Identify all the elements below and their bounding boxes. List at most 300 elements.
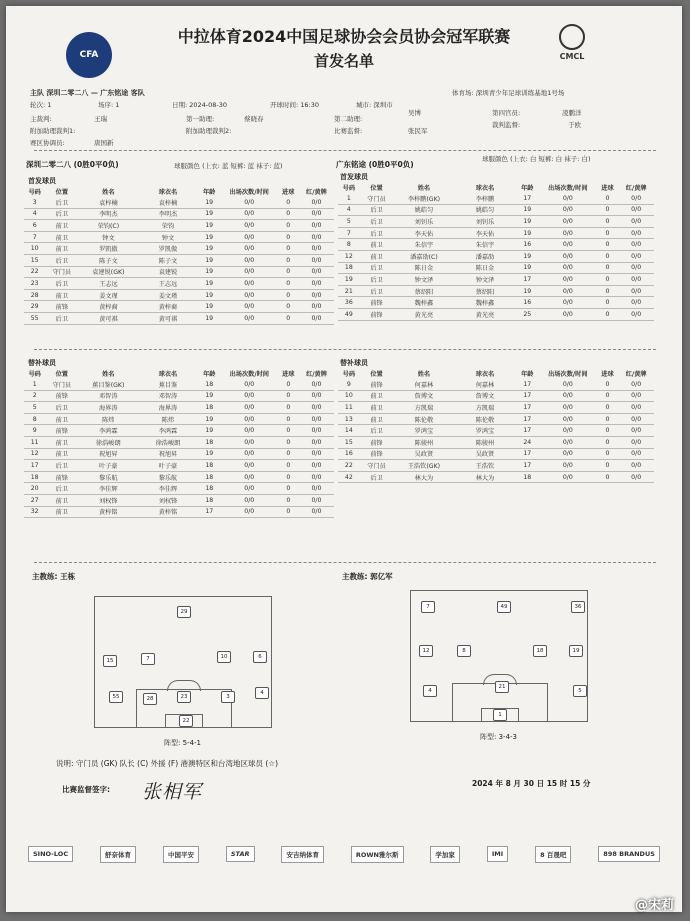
table-cell: 王浩钦: [455, 460, 516, 472]
table-cell: 0: [597, 413, 619, 425]
table-cell: 17: [515, 402, 539, 414]
table-cell: 0/0: [299, 390, 334, 402]
table-cell: 0: [278, 413, 299, 425]
page-subtitle: 首发名单: [313, 52, 374, 70]
table-cell: 0/0: [221, 231, 278, 243]
table-cell: 1: [338, 193, 360, 204]
venue: 体育场: 深圳青少年足球训练基地1号场: [452, 89, 565, 97]
table-row: [338, 216, 654, 228]
table-row: [24, 312, 334, 324]
page-title: 中拉体育2024中国足球协会会员协会冠军联赛: [177, 27, 511, 46]
table-cell: 陈日金: [455, 262, 516, 274]
shirt-icon: 18: [533, 645, 547, 657]
column-header: 号码: [342, 371, 356, 378]
table-cell: 0: [597, 297, 619, 309]
ar1-value: 蔡晓春: [244, 115, 264, 123]
sponsor-logo: 安吉纳体育: [281, 846, 324, 863]
table-row: [338, 308, 654, 320]
table-cell: 0/0: [539, 285, 597, 297]
table-row: [24, 208, 334, 220]
table-cell: 17: [515, 460, 539, 472]
home-formation-pitch: [94, 596, 272, 728]
table-cell: 后卫: [45, 402, 78, 414]
table-cell: 0/0: [539, 239, 597, 251]
table-cell: 0/0: [299, 208, 334, 220]
table-cell: 16: [338, 448, 360, 460]
table-cell: 19: [198, 413, 221, 425]
table-cell: 0/0: [299, 254, 334, 266]
table-cell: 0/0: [299, 494, 334, 506]
table-row: [24, 254, 334, 266]
table-cell: 0/0: [539, 425, 597, 437]
table-cell: 后卫: [45, 208, 78, 220]
divider: [34, 562, 656, 563]
table-cell: 0/0: [539, 262, 597, 274]
table-cell: 0: [278, 243, 299, 255]
table-cell: 陈子文: [138, 254, 197, 266]
table-cell: 17: [515, 379, 539, 390]
table-cell: 0: [278, 471, 299, 483]
referee-label: 主裁判:: [30, 115, 52, 123]
table-cell: 袁建锐: [138, 266, 197, 278]
table-cell: 前卫: [45, 243, 78, 255]
table-cell: 0/0: [299, 197, 334, 208]
table-cell: 11: [24, 436, 45, 448]
table-cell: 蔡绍阳: [455, 285, 516, 297]
home-subs-table: [24, 368, 334, 518]
table-cell: 19: [198, 390, 221, 402]
table-cell: 0/0: [299, 289, 334, 301]
table-row: [24, 220, 334, 232]
table-cell: 0/0: [221, 390, 278, 402]
table-cell: 22: [338, 460, 360, 472]
table-cell: 后卫: [360, 425, 394, 437]
table-cell: 姜文瑾: [138, 289, 197, 301]
table-header-row: [338, 368, 654, 379]
column-header: 年龄: [202, 189, 216, 196]
table-cell: 前锋: [45, 425, 78, 437]
table-cell: 17: [515, 413, 539, 425]
table-cell: 陈炜: [138, 413, 197, 425]
table-cell: 后卫: [45, 460, 78, 472]
table-cell: 19: [515, 250, 539, 262]
table-row: [338, 460, 654, 472]
table-cell: 前卫: [360, 413, 394, 425]
table-cell: 前卫: [360, 239, 394, 251]
sponsor-logo: IMI: [487, 846, 508, 862]
table-cell: 32: [24, 506, 45, 518]
table-cell: 钟文: [138, 231, 197, 243]
table-cell: 8: [24, 413, 45, 425]
home-coach: 主教练: 王栋: [32, 572, 76, 581]
table-cell: 何嘉林: [393, 379, 454, 390]
table-cell: 0/0: [618, 460, 654, 472]
table-cell: 徐浩峻朗: [138, 436, 197, 448]
table-cell: 29: [24, 301, 45, 313]
column-header: 姓名: [102, 371, 115, 378]
table-cell: 5: [338, 216, 360, 228]
shirt-icon: 7: [421, 601, 435, 613]
table-cell: 黄可祺: [78, 312, 138, 324]
table-cell: 12: [338, 250, 360, 262]
column-header: 位置: [55, 371, 68, 378]
shirt-icon: 12: [419, 645, 433, 657]
table-cell: 13: [338, 413, 360, 425]
table-row: [338, 239, 654, 251]
table-cell: 李鸿霖: [78, 425, 138, 437]
column-header: 年龄: [521, 371, 534, 378]
table-cell: 0: [278, 483, 299, 495]
table-cell: 3: [24, 197, 45, 208]
table-cell: 20: [24, 483, 45, 495]
table-row: [24, 379, 334, 390]
table-cell: 0/0: [539, 390, 597, 402]
extra-ar2-label: 附加助理裁判2:: [186, 127, 232, 135]
assessor-label: 裁判监督:: [492, 121, 521, 129]
table-cell: 0/0: [299, 506, 334, 518]
table-cell: 10: [338, 390, 360, 402]
table-row: [338, 262, 654, 274]
table-cell: 0/0: [618, 216, 654, 228]
table-cell: 12: [24, 448, 45, 460]
table-cell: 前锋: [45, 301, 78, 313]
table-cell: 0/0: [539, 460, 597, 472]
table-cell: 姜文瑾: [78, 289, 138, 301]
table-header-row: [24, 368, 334, 379]
table-cell: 0/0: [221, 289, 278, 301]
table-cell: 0/0: [221, 301, 278, 313]
table-row: [338, 390, 654, 402]
shirt-icon: 6: [253, 651, 267, 663]
table-cell: 0/0: [299, 471, 334, 483]
table-cell: 17: [515, 448, 539, 460]
table-cell: 0/0: [539, 274, 597, 286]
column-header: 球衣名: [158, 371, 178, 378]
table-cell: 0/0: [299, 301, 334, 313]
home-formation: 阵型: 5-4-1: [164, 739, 201, 747]
table-cell: 陈伦敬: [393, 413, 454, 425]
table-cell: 0: [278, 231, 299, 243]
table-cell: 李明杰: [78, 208, 138, 220]
table-cell: 黄梓裔: [78, 301, 138, 313]
table-cell: 0/0: [539, 250, 597, 262]
table-row: [24, 301, 334, 313]
sponsor-logo: 舒奈体育: [100, 846, 136, 863]
table-cell: 蕉目鉴(GK): [78, 379, 138, 390]
column-header: 位置: [370, 371, 383, 378]
shirt-icon: 5: [573, 685, 587, 697]
table-cell: 前锋: [360, 379, 394, 390]
table-cell: 16: [515, 239, 539, 251]
table-row: [338, 413, 654, 425]
table-cell: 魏梓鑫: [455, 297, 516, 309]
table-cell: 0/0: [539, 227, 597, 239]
table-cell: 0: [278, 197, 299, 208]
column-header: 球衣名: [475, 371, 495, 378]
shirt-icon: 29: [177, 606, 191, 618]
shirt-icon: 4: [255, 687, 269, 699]
table-cell: 守门员: [360, 193, 394, 204]
away-formation-pitch: [410, 590, 588, 722]
table-cell: 18: [198, 379, 221, 390]
table-cell: 潘嘉劭: [455, 250, 516, 262]
table-cell: 0/0: [618, 239, 654, 251]
table-cell: 0/0: [618, 193, 654, 204]
table-cell: 0: [278, 208, 299, 220]
column-header: 姓名: [417, 371, 431, 378]
table-cell: 0/0: [618, 413, 654, 425]
table-cell: 0/0: [299, 436, 334, 448]
table-row: [24, 413, 334, 425]
table-cell: 荣钧(C): [78, 220, 138, 232]
away-team-name: 广东铭途 (0胜0平0负): [336, 160, 414, 169]
sponsor-logo: 中国平安: [163, 846, 199, 863]
ar2-value: 吴博: [408, 109, 421, 117]
table-cell: 19: [198, 243, 221, 255]
table-cell: 25: [515, 308, 539, 320]
table-cell: 7: [24, 231, 45, 243]
cmcl-logo-text: CMCL: [559, 52, 585, 61]
table-cell: 19: [198, 448, 221, 460]
table-cell: 14: [338, 425, 360, 437]
table-cell: 17: [515, 193, 539, 204]
table-cell: 后卫: [45, 278, 78, 290]
table-row: [24, 460, 334, 472]
table-cell: 0: [278, 402, 299, 414]
column-header: 红/黄牌: [306, 371, 327, 378]
table-cell: 0/0: [221, 494, 278, 506]
table-row: [24, 494, 334, 506]
table-cell: 0: [278, 390, 299, 402]
table-cell: 0: [278, 254, 299, 266]
table-cell: 0/0: [618, 308, 654, 320]
table-cell: 叶子豪: [138, 460, 197, 472]
table-cell: 0/0: [221, 448, 278, 460]
table-cell: 陈日金: [393, 262, 454, 274]
table-cell: 罗凯傲: [78, 243, 138, 255]
table-cell: 王浩钦(GK): [393, 460, 454, 472]
table-cell: 吴政贤: [393, 448, 454, 460]
sponsor-logo: 学加家: [430, 846, 460, 863]
penalty-arc: [167, 680, 201, 691]
table-cell: 49: [338, 308, 360, 320]
table-cell: 林大为: [455, 471, 516, 483]
table-cell: 18: [198, 471, 221, 483]
table-cell: 0/0: [221, 208, 278, 220]
table-cell: 陈骏州: [393, 436, 454, 448]
table-cell: 19: [515, 285, 539, 297]
table-cell: 0/0: [618, 262, 654, 274]
table-cell: 0/0: [539, 204, 597, 216]
commissioner-signature: 张相军: [142, 781, 203, 803]
table-cell: 55: [24, 312, 45, 324]
table-cell: 刘权锋: [138, 494, 197, 506]
table-cell: 27: [24, 494, 45, 506]
table-cell: 1: [24, 379, 45, 390]
table-cell: 0/0: [618, 250, 654, 262]
table-cell: 詹博文: [393, 390, 454, 402]
shirt-icon: 19: [569, 645, 583, 657]
table-row: [338, 379, 654, 390]
table-cell: 前卫: [360, 390, 394, 402]
shirt-icon: 55: [109, 691, 123, 703]
table-cell: 荣钧: [138, 220, 197, 232]
table-cell: 李佳辉: [78, 483, 138, 495]
table-cell: 28: [24, 289, 45, 301]
table-cell: 19: [198, 208, 221, 220]
table-cell: 0/0: [221, 483, 278, 495]
weibo-watermark: @宋莉: [634, 898, 674, 913]
table-cell: 0: [597, 274, 619, 286]
table-cell: 后卫: [360, 274, 394, 286]
table-cell: 0: [597, 448, 619, 460]
column-header: 球衣名: [158, 189, 178, 196]
shirt-icon: 1: [493, 709, 507, 721]
table-cell: 17: [24, 460, 45, 472]
table-row: [338, 285, 654, 297]
table-cell: 19: [198, 266, 221, 278]
away-kit: 球服颜色 (上衣: 白 短裤: 白 袜子: 白): [482, 155, 591, 163]
table-cell: 5: [24, 402, 45, 414]
away-subs-table: [338, 368, 654, 483]
table-cell: 19: [515, 262, 539, 274]
table-cell: 0: [597, 379, 619, 390]
table-cell: 守门员: [45, 379, 78, 390]
table-row: [24, 471, 334, 483]
table-cell: 15: [24, 254, 45, 266]
cfa-logo-text: CFA: [79, 50, 99, 60]
table-cell: 15: [338, 436, 360, 448]
table-cell: 19: [515, 227, 539, 239]
table-cell: 18: [24, 471, 45, 483]
table-row: [338, 204, 654, 216]
column-header: 出场次数/时间: [229, 371, 269, 378]
table-cell: 2: [24, 390, 45, 402]
table-cell: 0: [597, 227, 619, 239]
table-cell: 0: [597, 193, 619, 204]
table-cell: 王志远: [138, 278, 197, 290]
table-cell: 前卫: [45, 289, 78, 301]
table-cell: 0/0: [299, 460, 334, 472]
table-cell: 0/0: [221, 379, 278, 390]
table-cell: 祝旭昇: [138, 448, 197, 460]
table-cell: 詹博文: [455, 390, 516, 402]
table-cell: 前卫: [45, 448, 78, 460]
table-cell: 0: [597, 471, 619, 483]
table-cell: 0/0: [618, 448, 654, 460]
away-formation: 阵型: 3-4-3: [480, 733, 517, 741]
table-cell: 0: [597, 402, 619, 414]
match-date: 日期: 2024-08-30: [172, 101, 228, 109]
table-cell: 李佳辉: [138, 483, 197, 495]
table-cell: 后卫: [360, 227, 394, 239]
table-row: [24, 289, 334, 301]
column-header: 出场次数/时间: [548, 185, 588, 192]
table-cell: 0/0: [539, 379, 597, 390]
table-cell: 16: [515, 297, 539, 309]
table-cell: 19: [515, 216, 539, 228]
shirt-icon: 49: [497, 601, 511, 613]
table-cell: 0: [597, 425, 619, 437]
coordinator-value: 唐国新: [94, 139, 114, 147]
sponsor-logo: 8 百晟吧: [535, 846, 571, 863]
table-row: [24, 266, 334, 278]
table-cell: 0: [278, 220, 299, 232]
away-coach: 主教练: 郭亿军: [342, 572, 393, 581]
table-row: [338, 402, 654, 414]
table-cell: 0/0: [299, 243, 334, 255]
table-cell: 0: [278, 436, 299, 448]
shirt-icon: 3: [221, 691, 235, 703]
table-cell: 陈炜: [78, 413, 138, 425]
field-no: 场序: 1: [98, 101, 120, 109]
table-cell: 0/0: [539, 193, 597, 204]
table-cell: 19: [515, 204, 539, 216]
fourth-official-value: 凌鹏洋: [562, 109, 582, 117]
table-cell: 19: [198, 425, 221, 437]
table-cell: 24: [515, 436, 539, 448]
ar2-label: 第二助理:: [334, 115, 363, 123]
table-cell: 袁建锐(GK): [78, 266, 138, 278]
table-row: [24, 231, 334, 243]
table-cell: 潘嘉劭(C): [393, 250, 454, 262]
table-cell: 黄光亮: [455, 308, 516, 320]
table-row: [24, 483, 334, 495]
table-cell: 前锋: [360, 308, 394, 320]
table-cell: 21: [338, 285, 360, 297]
sponsor-logo: STAR: [226, 846, 255, 862]
table-row: [338, 436, 654, 448]
table-cell: 0/0: [299, 266, 334, 278]
table-cell: 0/0: [221, 278, 278, 290]
table-cell: 0: [597, 436, 619, 448]
ar1-label: 第一助理:: [186, 115, 215, 123]
table-cell: 叶子豪: [78, 460, 138, 472]
table-row: [24, 506, 334, 518]
table-cell: 19: [338, 274, 360, 286]
table-cell: 李明杰: [138, 208, 197, 220]
table-cell: 黄梓裔: [138, 301, 197, 313]
table-row: [24, 390, 334, 402]
table-cell: 朱信宇: [455, 239, 516, 251]
table-cell: 后卫: [45, 254, 78, 266]
table-cell: 17: [515, 274, 539, 286]
table-cell: 0: [597, 460, 619, 472]
table-cell: 李梓鹏(GK): [393, 193, 454, 204]
table-cell: 0/0: [299, 379, 334, 390]
table-cell: 17: [515, 425, 539, 437]
table-cell: 黄可祺: [138, 312, 197, 324]
table-cell: 李鸿霖: [138, 425, 197, 437]
table-row: [338, 274, 654, 286]
table-cell: 0/0: [221, 506, 278, 518]
table-cell: 方凯瑞: [393, 402, 454, 414]
extra-ar1-label: 附加助理裁判1:: [30, 127, 76, 135]
column-header: 姓名: [417, 185, 431, 192]
table-cell: 魏梓鑫: [393, 297, 454, 309]
match-teams: 主队 深圳二零二八 — 广东铭途 客队: [30, 89, 145, 97]
table-row: [24, 436, 334, 448]
table-cell: 李天佑: [455, 227, 516, 239]
table-cell: 方凯瑞: [455, 402, 516, 414]
table-cell: 林大为: [393, 471, 454, 483]
column-header: 出场次数/时间: [229, 189, 269, 196]
column-header: 位置: [55, 189, 69, 196]
column-header: 进球: [601, 371, 614, 378]
table-cell: 后卫: [45, 483, 78, 495]
column-header: 红/黄牌: [306, 189, 327, 196]
home-subs-title: 替补球员: [28, 359, 56, 367]
